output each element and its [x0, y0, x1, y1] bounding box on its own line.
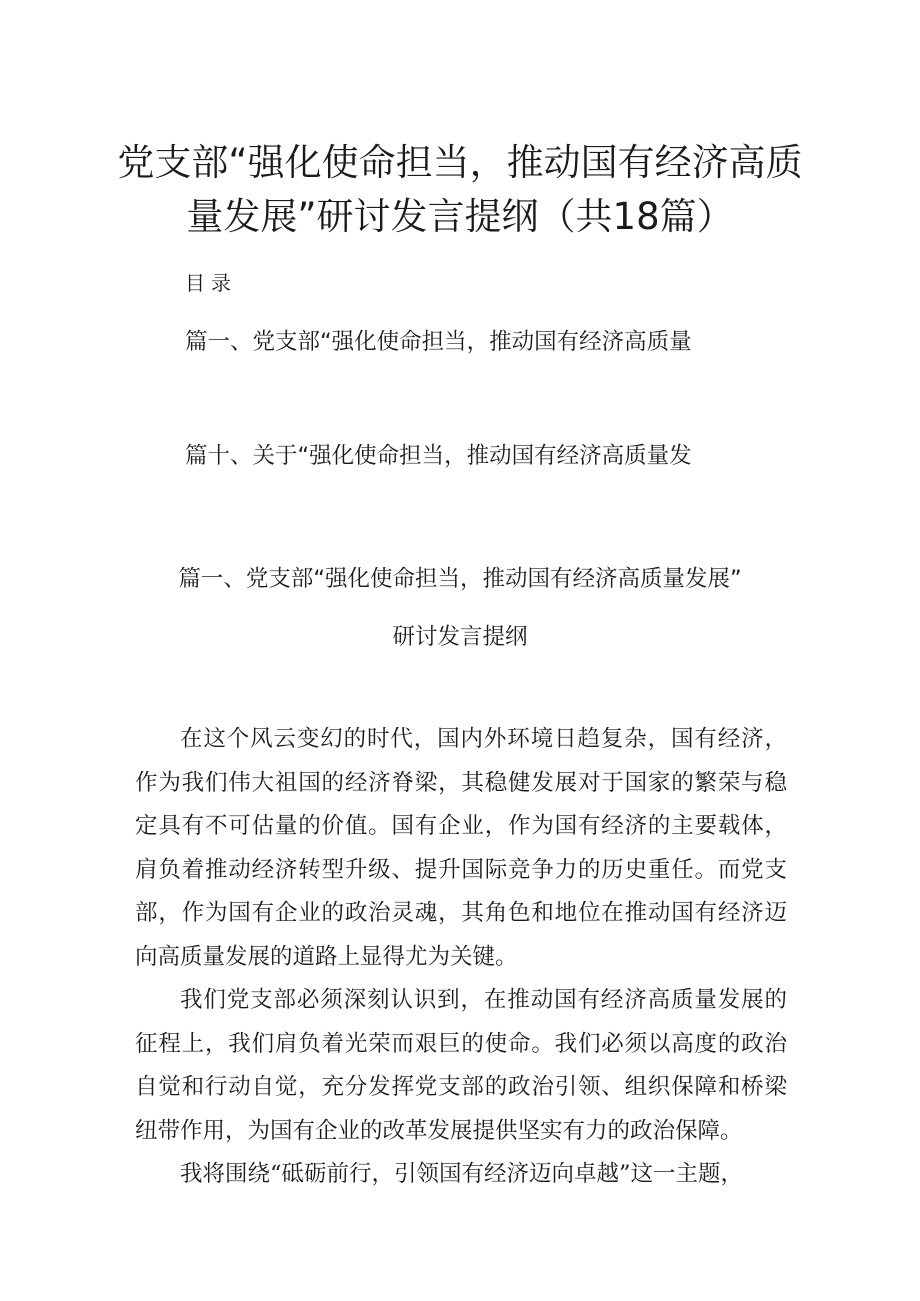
toc-item[interactable]: 篇一、党支部“强化使命担当，推动国有经济高质量 — [185, 329, 692, 355]
document-title: 党支部“强化使命担当，推动国有经济高质量发展”研讨发言提纲（共18篇） — [117, 141, 803, 238]
paragraph: 在这个风云变幻的时代，国内外环境日趋复杂，国有经济，作为我们伟大祖国的经济脊梁，其稳健发展对于国家的繁荣与稳定具有不可估量的价值。国有企业，作为国有经济的主要载体，肩负着推动经济转型升级、提升国际竞争力的历史重任。而党支部，作为国有企业的政治灵魂，其角色和地位在推动国有经济迈向高质量发展的道路上显得尤为关键。 — [135, 726, 787, 970]
paragraph: 我将围绕“砥砺前行，引领国有经济迈向卓越”这一主题， — [180, 1161, 744, 1187]
paragraph: 我们党支部必须深刻认识到，在推动国有经济高质量发展的征程上，我们肩负着光荣而艰巨的使命。我们必须以高度的政治自觉和行动自觉，充分发挥党支部的政治引领、组织保障和桥梁纽带作用，为国有企业的改革发展提供坚实有力的政治保障。 — [135, 987, 787, 1144]
toc-heading: 目录 — [185, 271, 237, 295]
section-subtitle: 研讨发言提纲 — [392, 624, 528, 650]
body-text — [135, 718, 787, 1197]
toc-item[interactable]: 篇十、关于“强化使命担当，推动国有经济高质量发 — [185, 443, 692, 469]
section-title: 篇一、党支部“强化使命担当，推动国有经济高质量发展” — [178, 566, 742, 592]
